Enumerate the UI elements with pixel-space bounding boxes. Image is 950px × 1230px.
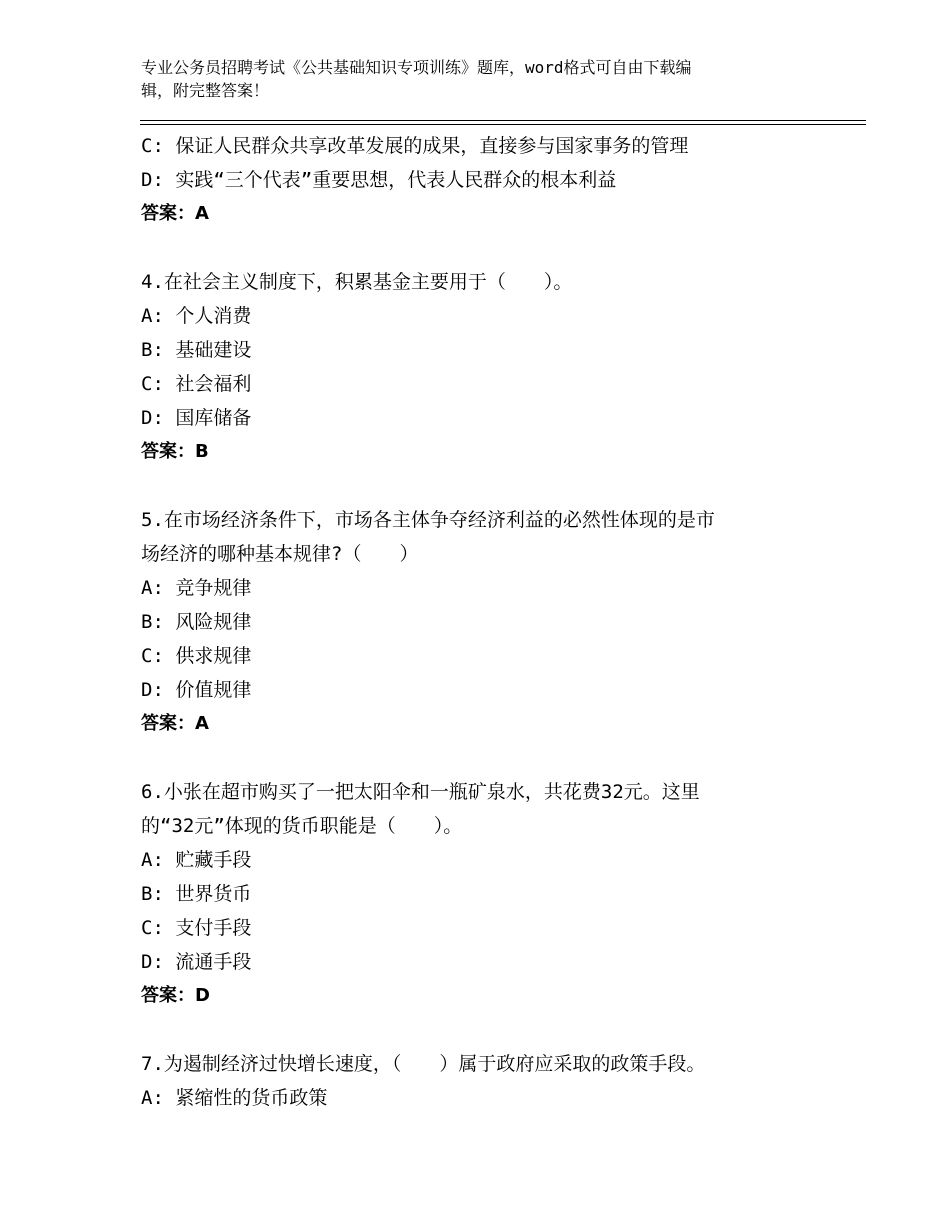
option-d: D: 实践“三个代表”重要思想，代表人民群众的根本利益 bbox=[141, 169, 617, 191]
option-d: D: 价值规律 bbox=[141, 679, 252, 701]
option-a: A: 个人消费 bbox=[141, 305, 252, 327]
header-line-1: 专业公务员招聘考试《公共基础知识专项训练》题库，word格式可自由下载编 bbox=[141, 58, 692, 77]
answer-line: 答案：B bbox=[141, 441, 209, 462]
option-c: C: 保证人民群众共享改革发展的成果，直接参与国家事务的管理 bbox=[141, 135, 689, 157]
question-block-4 bbox=[141, 265, 861, 469]
question-stem-continued: 场经济的哪种基本规律?（ ） bbox=[141, 543, 419, 565]
option-c: C: 供求规律 bbox=[141, 645, 252, 667]
answer-line: 答案：D bbox=[141, 985, 210, 1006]
question-block-5 bbox=[141, 503, 861, 741]
answer-line: 答案：A bbox=[141, 713, 209, 734]
question-stem: 6.小张在超市购买了一把太阳伞和一瓶矿泉水，共花费32元。这里 bbox=[141, 781, 700, 803]
option-c: C: 支付手段 bbox=[141, 917, 252, 939]
option-d: D: 流通手段 bbox=[141, 951, 252, 973]
option-a: A: 竞争规律 bbox=[141, 577, 252, 599]
option-b: B: 风险规律 bbox=[141, 611, 252, 633]
answer-line: 答案：A bbox=[141, 203, 209, 224]
option-c: C: 社会福利 bbox=[141, 373, 252, 395]
question-stem-continued: 的“32元”体现的货币职能是（ ）。 bbox=[141, 815, 463, 837]
header-divider-bottom bbox=[140, 124, 866, 125]
question-stem: 5.在市场经济条件下，市场各主体争夺经济利益的必然性体现的是市 bbox=[141, 509, 715, 531]
question-block-6 bbox=[141, 775, 861, 1013]
question-block-7 bbox=[141, 1047, 861, 1115]
option-a: A: 紧缩性的货币政策 bbox=[141, 1087, 328, 1109]
page-header bbox=[141, 56, 841, 102]
option-b: B: 基础建设 bbox=[141, 339, 252, 361]
question-stem: 7.为遏制经济过快增长速度，（ ）属于政府应采取的政策手段。 bbox=[141, 1053, 706, 1075]
header-divider-top bbox=[140, 120, 866, 121]
question-block-3 bbox=[141, 129, 861, 231]
question-list bbox=[141, 129, 861, 1115]
option-b: B: 世界货币 bbox=[141, 883, 252, 905]
option-d: D: 国库储备 bbox=[141, 407, 252, 429]
question-stem: 4.在社会主义制度下，积累基金主要用于（ ）。 bbox=[141, 271, 573, 293]
option-a: A: 贮藏手段 bbox=[141, 849, 252, 871]
header-line-2: 辑，附完整答案！ bbox=[141, 81, 270, 100]
